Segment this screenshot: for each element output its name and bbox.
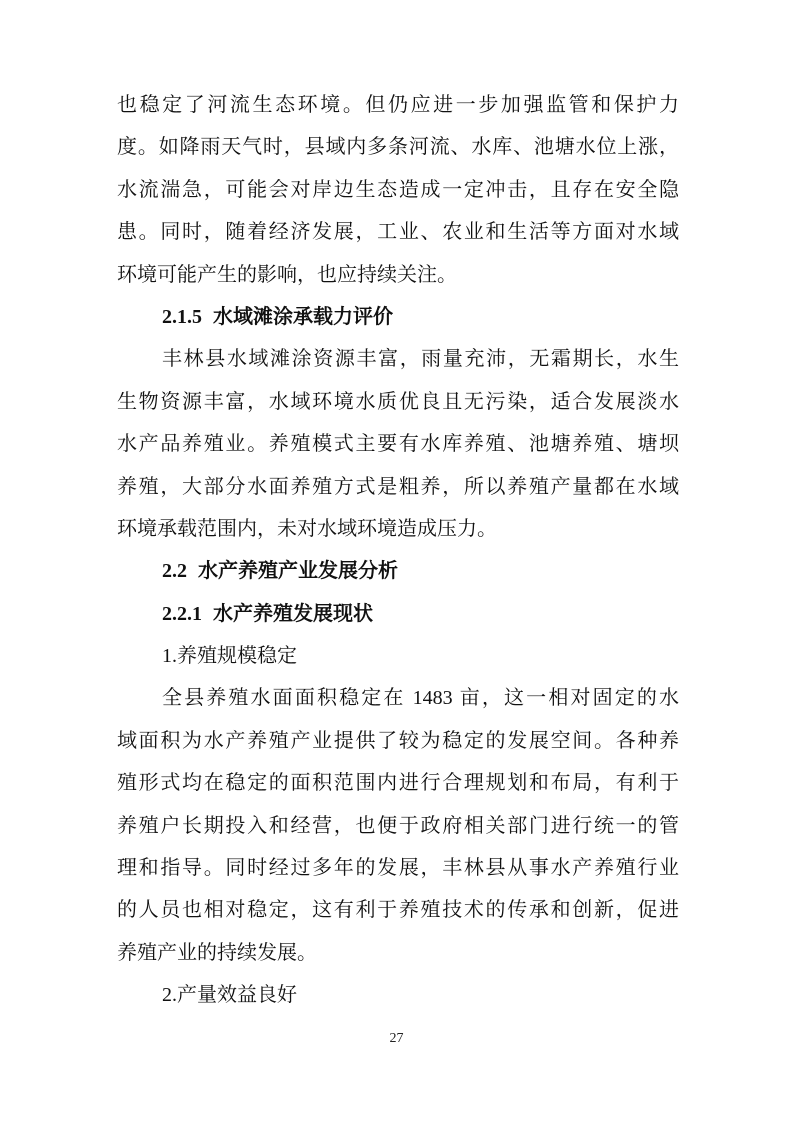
text-line: 殖形式均在稳定的面积范围内进行合理规划和布局，有利于 [117,772,679,795]
page-number: 27 [389,1031,404,1046]
text-line: 养殖产业的持续发展。 [117,941,317,964]
text-line: 全县养殖水面面积稳定在 1483 亩，这一相对固定的水 [162,687,679,710]
heading-2-2: 2.2 水产养殖产业发展分析 [162,560,398,583]
text-line: 患。同时，随着经济发展，工业、农业和生活等方面对水域 [117,221,679,244]
text-line: 的人员也相对稳定，这有利于养殖技术的传承和创新，促进 [117,899,679,922]
text-line: 生物资源丰富，水域环境水质优良且无污染，适合发展淡水 [117,390,679,413]
text-line: 度。如降雨天气时，县域内多条河流、水库、池塘水位上涨， [117,136,679,159]
text-line: 养殖户长期投入和经营，也便于政府相关部门进行统一的管 [117,814,679,837]
text-line: 域面积为水产养殖产业提供了较为稳定的发展空间。各种养 [117,729,679,752]
text-line: 水产品养殖业。养殖模式主要有水库养殖、池塘养殖、塘坝 [117,433,679,456]
text-line: 丰林县水域滩涂资源丰富，雨量充沛，无霜期长，水生 [162,348,679,371]
text-line: 也稳定了河流生态环境。但仍应进一步加强监管和保护力 [117,94,679,116]
page-content [117,84,679,1017]
heading-2-2-1: 2.2.1 水产养殖发展现状 [162,602,373,625]
text-line: 环境承载范围内，未对水域环境造成压力。 [117,517,497,540]
text-line: 理和指导。同时经过多年的发展，丰林县从事水产养殖行业 [117,857,679,880]
list-item-1: 1.养殖规模稳定 [162,645,297,668]
heading-2-1-5: 2.1.5 水域滩涂承载力评价 [162,305,393,328]
text-line: 养殖，大部分水面养殖方式是粗养，所以养殖产量都在水域 [117,475,679,498]
text-line: 环境可能产生的影响，也应持续关注。 [117,263,457,286]
text-line: 水流湍急，可能会对岸边生态造成一定冲击，且存在安全隐 [117,178,679,201]
list-item-2: 2.产量效益良好 [162,984,297,1007]
